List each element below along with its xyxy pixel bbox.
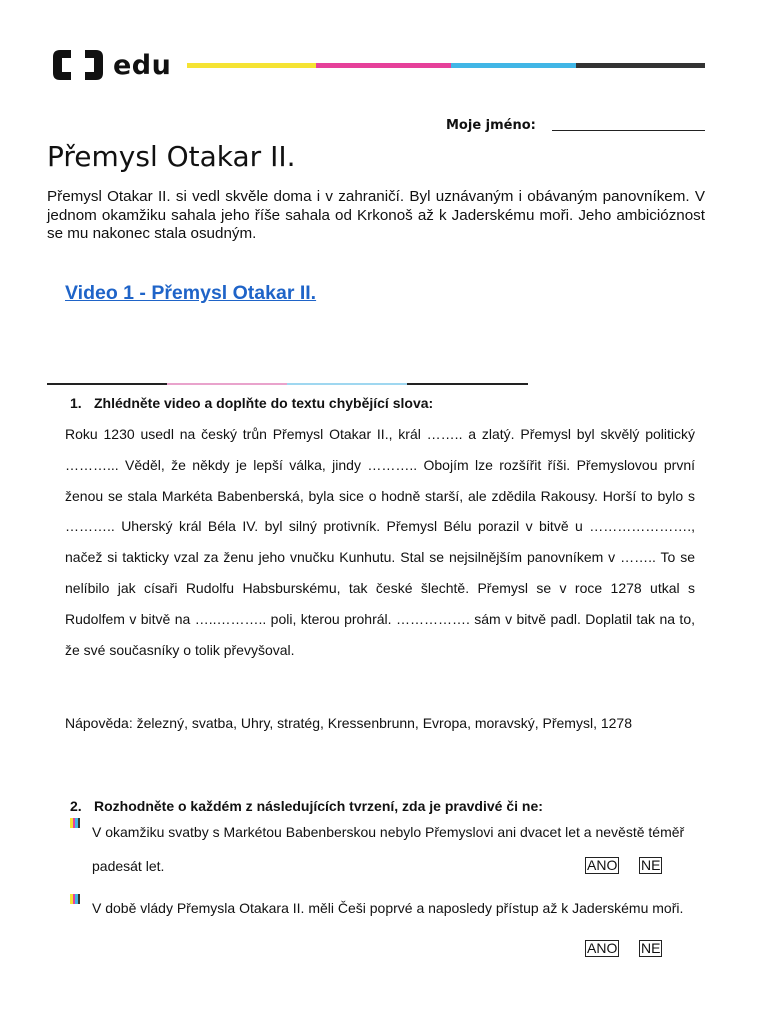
task1-heading <box>70 395 433 411</box>
task2-number: 2. <box>70 798 82 814</box>
header-stripe-dark <box>576 63 705 68</box>
video-link[interactable]: Video 1 - Přemysl Otakar II. <box>65 282 317 304</box>
ct-logo-icon <box>51 48 105 82</box>
separator-dark <box>47 383 167 385</box>
ct-color-bullet-icon <box>70 818 80 828</box>
separator-cyan <box>287 383 407 385</box>
task2-heading <box>70 798 543 814</box>
header-stripe-cyan <box>451 63 576 68</box>
separator-dark-end <box>407 383 528 385</box>
task1-hint: Nápověda: železný, svatba, Uhry, stratég, Kressenbrunn, Evropa, moravský, Přemysl, 1278 <box>65 715 632 731</box>
ct-edu-logo <box>51 48 171 82</box>
statement-text: V době vlády Přemysla Otakara II. měli Češi poprvé a naposledy přístup až k Jaderskému moři. <box>92 900 684 916</box>
intro-paragraph: Přemysl Otakar II. si vedl skvěle doma i v zahraničí. Byl uznávaným i obávaným panovníkem. V jednom okamžiku sahala jeho říše sahala od Krkonoš až k Jaderskému moři. Jeho ambicióznost se mu nakonec stala osudným. <box>47 188 705 242</box>
name-label: Moje jméno: <box>446 118 536 133</box>
task2-heading-text: Rozhodněte o každém z následujících tvrzení, zda je pravdivé či ne: <box>94 798 543 814</box>
task1-heading-text: Zhlédněte video a doplňte do textu chybějící slova: <box>94 395 434 411</box>
answer-no-button[interactable]: NE <box>641 857 661 873</box>
statement-text: V okamžiku svatby s Markétou Babenberskou nebylo Přemyslovi ani dvacet let a nevěstě téměř padesát let. <box>92 824 685 874</box>
statement-item <box>70 815 717 883</box>
logo-text: edu <box>113 49 172 81</box>
answer-no-button[interactable]: NE <box>641 940 661 956</box>
name-input-line[interactable] <box>552 130 705 131</box>
answer-yes-button[interactable]: ANO <box>587 857 618 873</box>
task1-passage: Roku 1230 usedl na český trůn Přemysl Otakar II., král …….. a zlatý. Přemysl byl skvělý politický ………... Věděl, že někdy je lepší válka, jindy ……….. Obojím lze rozšířit říši. Přemyslovou první ženou se stala Markéta Babenberská, byla sice o hodně starší, ale zdědila Rakousy. Horší to bylo s ……….. Uherský král Béla IV. byl silný protivník. Přemysl Bélu porazil v bitvě u …………………., načež si takticky vzal za ženu jeho vnučku Kunhutu. Stal se nejsilnějším panovníkem v …….. To se nelíbilo jak císaři Rudolfu Habsburskému, tak české šlechtě. Přemysl se v roce 1278 utkal s Rudolfem v bitvě na …..……….. poli, kterou prohrál. ……………. sám v bitvě padl. Doplatil tak na to, že své současníky o tolik převyšoval. <box>65 426 695 658</box>
header-stripe-yellow <box>187 63 316 68</box>
page-title: Přemysl Otakar II. <box>47 140 296 173</box>
answer-yes-button[interactable]: ANO <box>587 940 618 956</box>
ct-color-bullet-icon <box>70 894 80 904</box>
separator-magenta <box>167 383 287 385</box>
statement-item <box>70 891 717 925</box>
header-stripe-magenta <box>316 63 451 68</box>
task1-number: 1. <box>70 395 82 411</box>
